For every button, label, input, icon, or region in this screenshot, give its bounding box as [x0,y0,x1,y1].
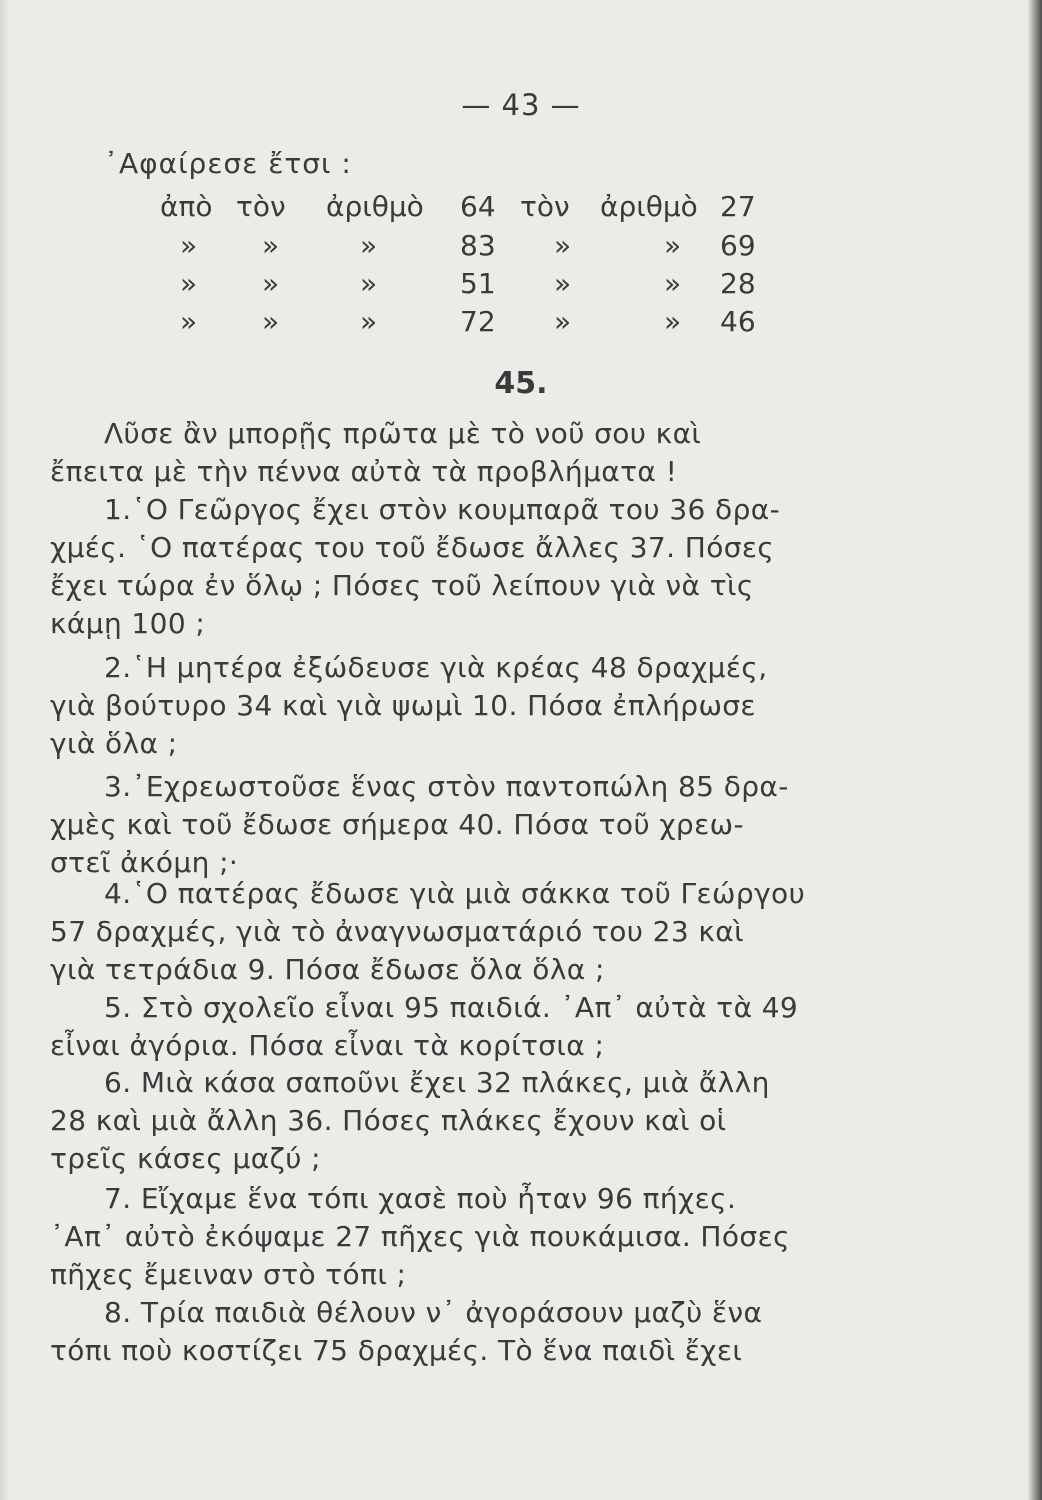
exercise-number: 45. [494,366,548,401]
table-row [0,267,1042,307]
table-cell: » [262,229,280,262]
table-cell: ἀριθμὸ [600,190,698,223]
table-cell: » [180,267,198,300]
problem-5-line: 5. Στὸ σχολεῖο εἶναι 95 παιδιά. ᾿Απ᾿ αὐτὰ τὰ 49 [104,991,799,1024]
table-cell-number: 72 [460,305,496,338]
table-cell: » [262,305,280,338]
text-line: κάμῃ 100 ; [50,607,206,640]
table-cell: » [554,267,572,300]
subtraction-instruction: ᾿Αφαίρεσε ἔτσι : [104,147,352,180]
text-line: στεῖ ἀκόμη ;· [50,846,239,879]
table-cell: » [664,229,682,262]
table-cell-number: 27 [720,190,756,223]
text-line: τόπι ποὺ κοστίζει 75 δραχμές. Τὸ ἕνα παιδὶ ἔχει [50,1334,743,1367]
table-cell-number: 28 [720,267,756,300]
table-cell: » [360,229,378,262]
text-line: πῆχες ἔμειναν στὸ τόπι ; [50,1258,407,1291]
text-line: Λῦσε ἂν μπορῇς πρῶτα μὲ τὸ νοῦ σου καὶ [104,417,702,450]
problem-6-line: 6. Μιὰ κάσα σαποῦνι ἔχει 32 πλάκες, μιὰ ἄλλη [104,1066,770,1099]
table-cell-number: 83 [460,229,496,262]
problem-2-line: 2.῾Η μητέρα ἐξώδευσε γιὰ κρέας 48 δραχμές, [104,651,768,684]
problem-3-line: 3.᾿Εχρεωστοῦσε ἕνας στὸν παντοπώλη 85 δρα- [104,770,789,803]
table-cell: » [262,267,280,300]
text-line: ἔχει τώρα ἐν ὅλῳ ; Πόσες τοῦ λείπουν γιὰ νὰ τὶς [50,569,754,602]
table-cell: » [180,229,198,262]
table-cell: τὸν [520,190,570,223]
problem-4-line: 4.῾Ο πατέρας ἔδωσε γιὰ μιὰ σάκκα τοῦ Γεώργου [104,877,806,910]
text-line: γιὰ τετράδια 9. Πόσα ἔδωσε ὅλα ὅλα ; [50,953,605,986]
problem-8-line: 8. Τρία παιδιὰ θέλουν ν᾿ ἀγοράσουν μαζὺ ἕνα [104,1296,763,1329]
table-cell: » [554,305,572,338]
table-cell: τὸν [236,190,286,223]
text-line: εἶναι ἀγόρια. Πόσα εἶναι τὰ κορίτσια ; [50,1029,605,1062]
table-row [0,229,1042,269]
text-line: χμὲς καὶ τοῦ ἔδωσε σήμερα 40. Πόσα τοῦ χρεω- [50,808,744,841]
table-row [0,305,1042,345]
table-cell: » [360,267,378,300]
table-cell-number: 51 [460,267,496,300]
table-cell-number: 64 [460,190,496,223]
text-line: γιὰ ὅλα ; [50,727,178,760]
text-line: ἔπειτα μὲ τὴν πέννα αὐτὰ τὰ προβλήματα ! [50,455,678,488]
text-line: χμές. ῾Ο πατέρας του τοῦ ἔδωσε ἄλλες 37. Πόσες [50,531,775,564]
table-cell: ἀπὸ [160,190,213,223]
text-line: τρεῖς κάσες μαζύ ; [50,1142,321,1175]
text-line: 57 δραχμές, γιὰ τὸ ἀναγνωσματάριό του 23 καὶ [50,915,745,948]
problem-7-line: 7. Εἴχαμε ἕνα τόπι χασὲ ποὺ ἦταν 96 πήχες. [104,1182,737,1215]
table-row [0,190,1042,230]
problem-1-line: 1.῾Ο Γεῶργος ἔχει στὸν κουμπαρᾶ του 36 δρα- [104,493,781,526]
text-line: 28 καὶ μιὰ ἄλλη 36. Πόσες πλάκες ἔχουν καὶ οἱ [50,1104,727,1137]
table-cell-number: 69 [720,229,756,262]
text-line: γιὰ βούτυρο 34 καὶ γιὰ ψωμὶ 10. Πόσα ἐπλήρωσε [50,689,756,722]
table-cell: » [664,267,682,300]
table-cell: ἀριθμὸ [326,190,424,223]
table-cell: » [180,305,198,338]
text-line: ᾿Απ᾿ αὐτὸ ἐκόψαμε 27 πῆχες γιὰ πουκάμισα. Πόσες [50,1220,790,1253]
table-cell: » [664,305,682,338]
table-cell-number: 46 [720,305,756,338]
table-cell: » [360,305,378,338]
table-cell: » [554,229,572,262]
page-number: — 43 — [461,88,581,122]
